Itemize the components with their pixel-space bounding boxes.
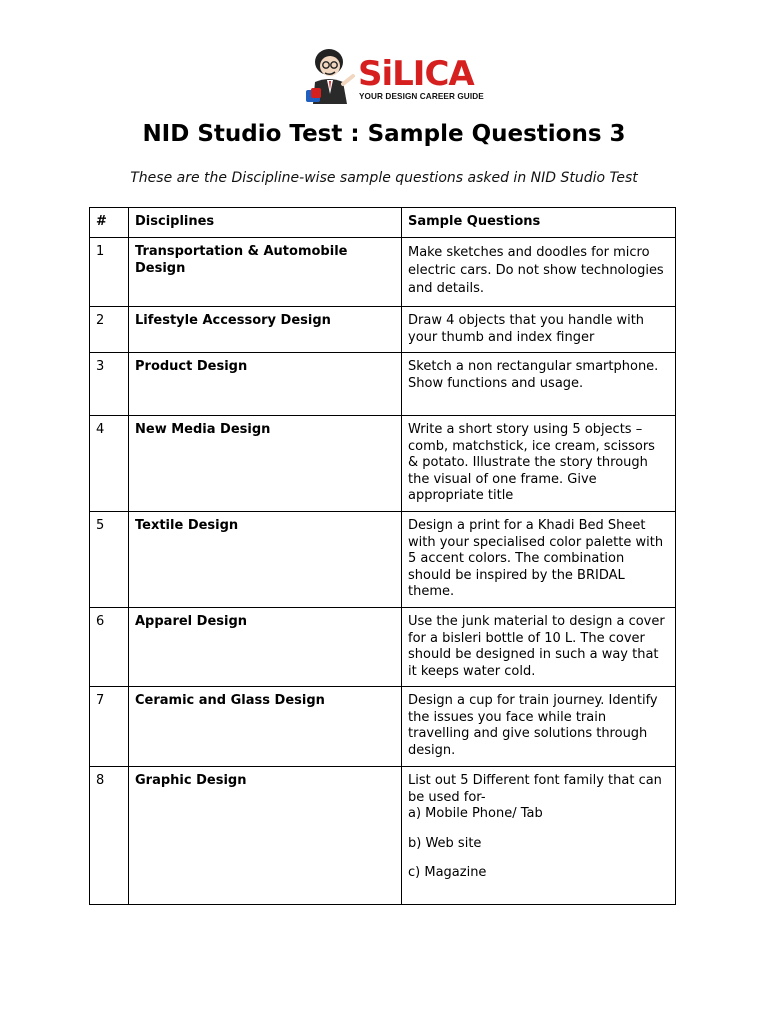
table-row — [90, 608, 676, 687]
row-discipline: Ceramic and Glass Design — [129, 687, 402, 767]
row-num: 7 — [90, 687, 129, 767]
row-question: Write a short story using 5 objects – comb, matchstick, ice cream, scissors & potato. Illustrate the story through the visual of one frame. Give appropriate title — [402, 416, 676, 512]
table-row — [90, 238, 676, 307]
question-option: a) Mobile Phone/ Tab — [408, 806, 543, 821]
table-row — [90, 353, 676, 416]
logo-wordmark: SiLICA — [358, 54, 474, 94]
row-num: 2 — [90, 307, 129, 353]
question-intro: List out 5 Different font family that can be used for- — [408, 773, 662, 805]
row-question: Design a print for a Khadi Bed Sheet with your specialised color palette with 5 accent colors. The combination should be inspired by the BRIDAL theme. — [402, 512, 676, 608]
row-num: 5 — [90, 512, 129, 608]
header-sample-questions: Sample Questions — [402, 208, 676, 238]
row-question: Design a cup for train journey. Identify the issues you face while train travelling and give solutions through design. — [402, 687, 676, 767]
row-question — [402, 767, 676, 905]
row-num: 6 — [90, 608, 129, 687]
row-discipline: Graphic Design — [129, 767, 402, 905]
mascot-icon — [303, 46, 355, 106]
table-row — [90, 512, 676, 608]
row-question: Make sketches and doodles for micro electric cars. Do not show technologies and details. — [402, 238, 676, 307]
row-num: 4 — [90, 416, 129, 512]
table-row — [90, 307, 676, 353]
table-row — [90, 416, 676, 512]
row-num: 3 — [90, 353, 129, 416]
sample-questions-table — [89, 207, 676, 905]
row-question: Draw 4 objects that you handle with your thumb and index finger — [402, 307, 676, 353]
table-row — [90, 767, 676, 905]
row-discipline: Product Design — [129, 353, 402, 416]
header-num: # — [90, 208, 129, 238]
table-header-row — [90, 208, 676, 238]
page-subtitle: These are the Discipline-wise sample questions asked in NID Studio Test — [130, 170, 638, 186]
row-discipline: Lifestyle Accessory Design — [129, 307, 402, 353]
header-disciplines: Disciplines — [129, 208, 402, 238]
row-num: 8 — [90, 767, 129, 905]
row-discipline: Apparel Design — [129, 608, 402, 687]
row-discipline: New Media Design — [129, 416, 402, 512]
table-row — [90, 687, 676, 767]
question-option: b) Web site — [408, 835, 482, 851]
row-question: Use the junk material to design a cover for a bisleri bottle of 10 L. The cover should be designed in such a way that it keeps water cold. — [402, 608, 676, 687]
page-title: NID Studio Test : Sample Questions 3 — [142, 121, 626, 147]
row-discipline: Transportation & Automobile Design — [129, 238, 402, 307]
row-num: 1 — [90, 238, 129, 307]
row-question: Sketch a non rectangular smartphone. Show functions and usage. — [402, 353, 676, 416]
question-option: c) Magazine — [408, 865, 487, 880]
logo-tagline: YOUR DESIGN CAREER GUIDE — [359, 92, 484, 101]
silica-logo — [303, 46, 484, 108]
row-discipline: Textile Design — [129, 512, 402, 608]
